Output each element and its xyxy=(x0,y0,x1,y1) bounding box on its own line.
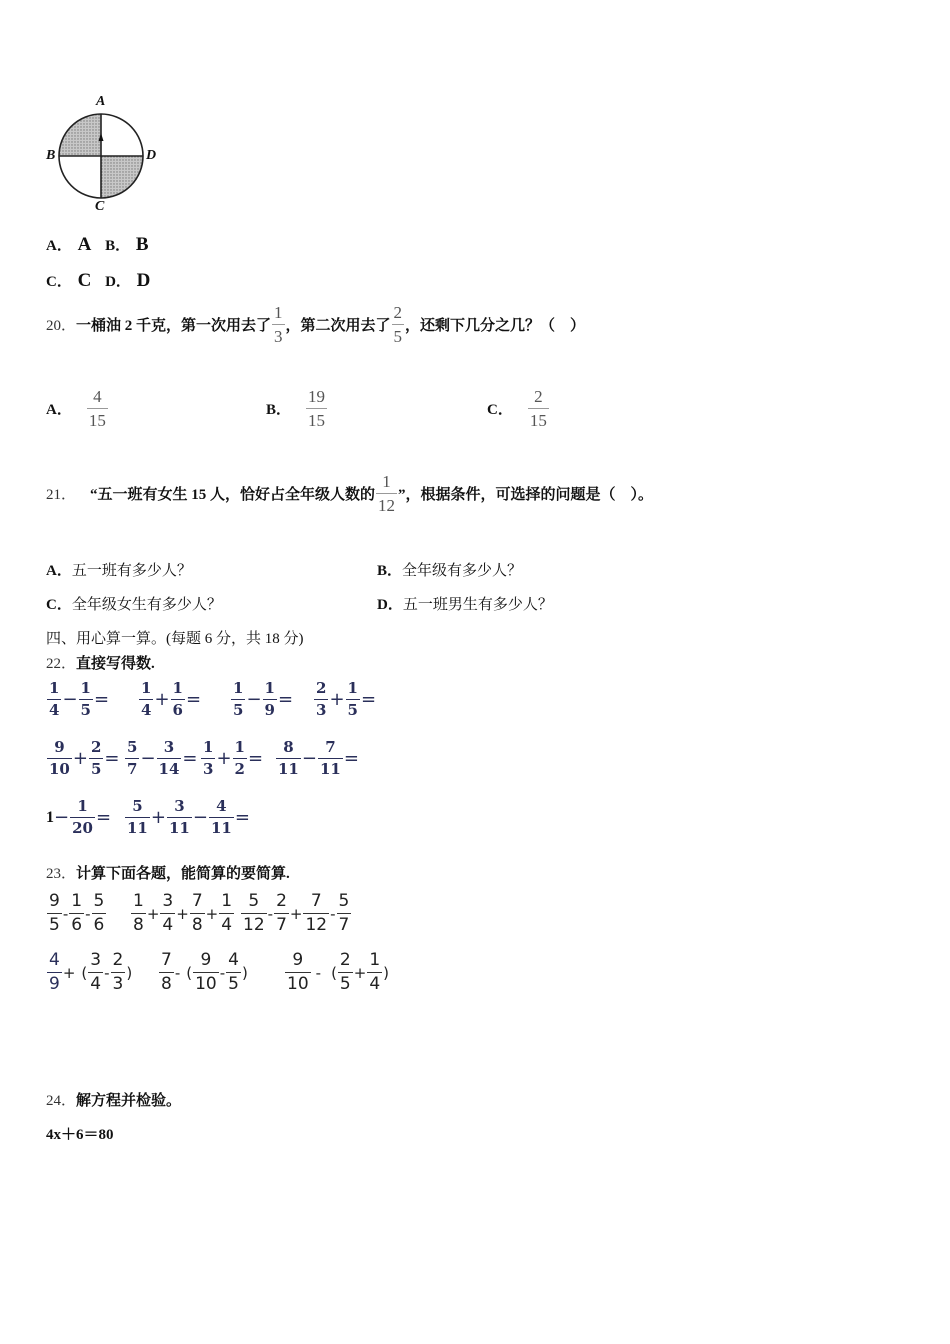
q22-row-3 xyxy=(46,799,250,836)
q23-expr: $\frac{4}{9}$ + ( $\frac{3}{4}$ - $\frac{2}{3}$ ) xyxy=(49,950,133,994)
section-4-title: 四、用心算一算。(每题 6 分，共 18 分) xyxy=(46,631,304,647)
q22-expr: $\frac{1}{4}$ + $\frac{1}{6}$ = xyxy=(141,679,202,719)
q24-equation: 4x＋6＝80 xyxy=(46,1127,114,1143)
q21-text-1: “五一班有女生 15 人，恰好占全年级人数的 xyxy=(90,487,376,503)
question-24-title: 24．解方程并检验。 xyxy=(46,1093,182,1109)
q22-expr: $\frac{8}{11}$ − $\frac{7}{11}$ = xyxy=(278,738,359,778)
q23-expr: $\frac{7}{8}$ - ( $\frac{9}{10}$ - $\frac{4}{5}$ ) xyxy=(161,950,248,994)
q21-text-2: ”，根据条件，可选择的问题是（ ）。 xyxy=(398,487,654,503)
q22-expr: $\frac{5}{7}$ − $\frac{3}{14}$ = xyxy=(127,738,198,778)
q22-expr: $\frac{1}{4}$ − $\frac{1}{5}$ = xyxy=(49,679,110,719)
option-a-label: A． xyxy=(46,238,72,254)
q22-expr: $\frac{1}{5}$ − $\frac{1}{9}$ = xyxy=(233,679,294,719)
question-20 xyxy=(46,304,585,345)
q22-row-1 xyxy=(46,681,376,718)
q22-expr: 1 − $\frac{1}{20}$ = xyxy=(46,797,112,837)
option-c-fraction: $\frac{2}{15}$ xyxy=(529,387,547,430)
q20-text-1: 一桶油 2 千克，第一次用去了 xyxy=(76,318,272,334)
option-a-value[interactable]: A xyxy=(77,234,92,255)
q21-option-d[interactable]: D．五一班男生有多少人？ xyxy=(377,597,553,613)
q20-number: 20． xyxy=(46,318,77,334)
q22-expr: $\frac{2}{3}$ + $\frac{1}{5}$ = xyxy=(316,679,377,719)
q23-expr: $\frac{5}{12}$ - $\frac{2}{7}$ + $\frac{7}{12}$ - $\frac{5}{7}$ xyxy=(243,891,350,935)
option-a-fraction: $\frac{4}{15}$ xyxy=(88,387,106,430)
label-d: D xyxy=(146,148,157,163)
label-c: C xyxy=(95,199,105,214)
option-d-value[interactable]: D xyxy=(136,270,151,291)
q22-row-2 xyxy=(46,740,359,777)
q23-expr: $\frac{9}{10}$ - ( $\frac{2}{5}$ + $\frac{1}{4}$ ) xyxy=(287,950,390,994)
q21-number: 21． xyxy=(46,487,77,503)
q21-option-c[interactable]: C．全年级女生有多少人？ xyxy=(46,597,222,613)
q19-options-row2 xyxy=(46,270,150,292)
label-a: A xyxy=(96,94,106,109)
q20-text-2: ，第二次用去了 xyxy=(285,318,391,334)
option-b-value[interactable]: B xyxy=(135,234,149,255)
question-23-title: 23．计算下面各题，能简算的要简算. xyxy=(46,866,290,882)
q21-option-b[interactable]: B．全年级有多少人？ xyxy=(377,563,523,579)
q23-expr: $\frac{9}{5}$ - $\frac{1}{6}$ - $\frac{5}{6}$ xyxy=(49,891,105,935)
option-d-label: D． xyxy=(105,274,131,290)
q20-option-b[interactable]: B． $\frac{19}{15}$ xyxy=(266,387,326,430)
q19-options-row1 xyxy=(46,234,149,256)
q20-option-a[interactable]: A． $\frac{4}{15}$ xyxy=(46,387,106,430)
option-c-label: C． xyxy=(46,274,72,290)
option-b-fraction: $\frac{19}{15}$ xyxy=(308,387,326,430)
q22-expr: $\frac{9}{10}$ + $\frac{2}{5}$ = xyxy=(49,738,120,778)
option-c-value[interactable]: C xyxy=(77,270,92,291)
q22-expr: $\frac{5}{11}$ + $\frac{3}{11}$ − $\frac{4}{11}$ = xyxy=(127,797,250,837)
q20-option-c[interactable]: C． $\frac{2}{15}$ xyxy=(487,387,547,430)
q20-text-3: ，还剩下几分之几？（ ） xyxy=(405,318,586,334)
q23-row-1 xyxy=(46,893,352,934)
label-b: B xyxy=(46,148,56,163)
q20-fraction-2: $\frac{2}{5}$ xyxy=(393,303,403,346)
q22-expr: $\frac{1}{3}$ + $\frac{1}{2}$ = xyxy=(203,738,264,778)
option-b-label: B． xyxy=(105,238,131,254)
q21-option-a[interactable]: A．五一班有多少人？ xyxy=(46,563,192,579)
q23-expr: $\frac{1}{8}$ + $\frac{3}{4}$ + $\frac{7}{8}$ + $\frac{1}{4}$ xyxy=(133,891,233,935)
q21-fraction: $\frac{1}{12}$ xyxy=(378,472,396,515)
circle-figure xyxy=(44,96,164,216)
q23-row-2 xyxy=(46,952,389,993)
question-22-title: 22．直接写得数. xyxy=(46,656,155,672)
q20-fraction-1: $\frac{1}{3}$ xyxy=(274,303,283,346)
question-21 xyxy=(46,473,653,514)
